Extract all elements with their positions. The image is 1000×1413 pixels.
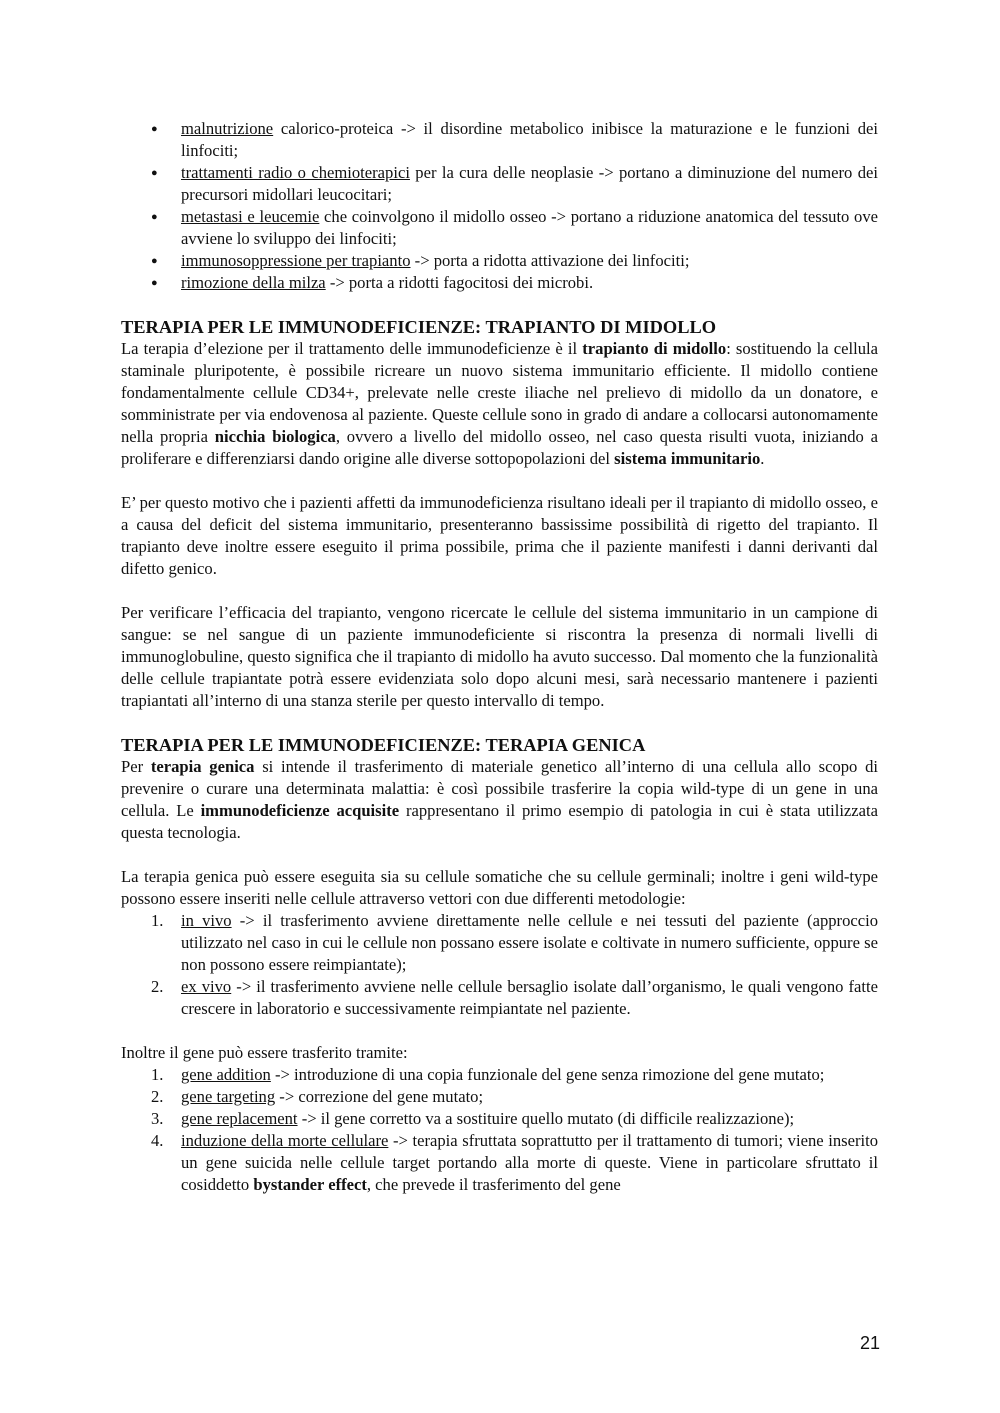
list-item-term: gene replacement bbox=[181, 1109, 298, 1128]
list-item-term: rimozione della milza bbox=[181, 273, 326, 292]
list-item-term: malnutrizione bbox=[181, 119, 274, 138]
list-item-term: gene addition bbox=[181, 1065, 271, 1084]
list-number: 2. bbox=[151, 977, 164, 996]
list-item bbox=[121, 250, 878, 272]
text-run: , ovvero a livello del midollo osseo, nel caso questa risulti vuota, iniziando a proliferare e differenziarsi dando origine alle diverse sottopopolazioni del bbox=[121, 427, 879, 468]
text-run: : sostituendo la cellula staminale pluripotente, è possibile ricreare un nuovo sistema immunitario efficiente. Il midollo contiene fondamentalmente cellule CD34+, prelevate nelle creste iliache nel prelievo di midollo da un donatore, e somministrate per via endovenosa al paziente. Queste cellule sono in grado di andare a collocarsi autonomamente nella propria bbox=[121, 339, 878, 446]
bold-term: sistema immunitario bbox=[614, 449, 761, 468]
document-page bbox=[121, 118, 878, 1196]
list-item bbox=[121, 976, 878, 1020]
list-item-text: -> terapia sfruttata soprattutto per il trattamento di tumori; viene inserito un gene suicida nelle cellule target portando alla morte di queste. Viene in particolare sfruttato il cosiddetto bbox=[181, 1131, 878, 1194]
list-item-text: -> il trasferimento avviene direttamente nelle cellule e nei tessuti del paziente (approccio utilizzato nel caso in cui le cellule non possano essere isolate e coltivate in numero sufficiente, oppure se non possono essere reimpiantate); bbox=[181, 911, 878, 974]
list-number: 1. bbox=[151, 911, 164, 930]
list-item-text: calorico-proteica -> il disordine metabolico inibisce la maturazione e le funzioni dei linfociti; bbox=[181, 119, 878, 160]
section-heading-bone-marrow: TERAPIA PER LE IMMUNODEFICIENZE: TRAPIANTO DI MIDOLLO bbox=[121, 317, 717, 337]
list-item-text: che coinvolgono il midollo osseo -> portano a riduzione anatomica del tessuto ove avviene lo sviluppo dei linfociti; bbox=[181, 207, 878, 248]
bold-term: immunodeficienze acquisite bbox=[200, 801, 400, 820]
list-number: 2. bbox=[151, 1087, 164, 1106]
list-item-term: immunosoppressione per trapianto bbox=[181, 251, 411, 270]
list-item-text: -> porta a ridotta attivazione dei linfociti; bbox=[410, 251, 690, 270]
list-item-text: -> il trasferimento avviene nelle cellule bersaglio isolate dall’organismo, le quali vengono fatte crescere in laboratorio e successivamente reimpiantate nel paziente. bbox=[181, 977, 878, 1018]
paragraph bbox=[121, 338, 878, 470]
list-number: 4. bbox=[151, 1131, 164, 1150]
text-run: La terapia d’elezione per il trattamento delle immunodeficienze è il bbox=[121, 339, 583, 358]
list-item-text: per la cura delle neoplasie -> portano a diminuzione del numero dei precursori midollari leucocitari; bbox=[181, 163, 878, 204]
list-item bbox=[121, 1064, 878, 1086]
paragraph: Per verificare l’efficacia del trapianto, vengono ricercate le cellule del sistema immunitario in un campione di sangue: se nel sangue di un paziente immunodeficiente si riscontra la presenza di normali livelli di immunoglobuline, questo significa che il trapianto di midollo ha avuto successo. Dal momento che la funzionalità delle cellule trapiantate potrà essere evidenziata solo dopo alcuni mesi, sarà necessario mantenere i pazienti trapiantati all’interno di una stanza sterile per questo intervallo di tempo. bbox=[121, 603, 878, 710]
list-number: 1. bbox=[151, 1065, 164, 1084]
bold-term: terapia genica bbox=[150, 757, 255, 776]
list-item bbox=[121, 1130, 878, 1196]
paragraph bbox=[121, 756, 878, 844]
list-item-text: , che prevede il trasferimento del gene bbox=[366, 1175, 621, 1194]
bold-term: nicchia biologica bbox=[214, 427, 336, 446]
text-run: . bbox=[760, 449, 765, 468]
list-item bbox=[121, 910, 878, 976]
list-item-text: -> il gene corretto va a sostituire quello mutato (di difficile realizzazione); bbox=[297, 1109, 795, 1128]
list-item bbox=[121, 1108, 878, 1130]
paragraph: Inoltre il gene può essere trasferito tramite: bbox=[121, 1043, 408, 1062]
section-heading-gene-therapy: TERAPIA PER LE IMMUNODEFICIENZE: TERAPIA GENICA bbox=[121, 735, 646, 755]
list-item-term: gene targeting bbox=[181, 1087, 276, 1106]
list-item-text: -> introduzione di una copia funzionale del gene senza rimozione del gene mutato; bbox=[270, 1065, 825, 1084]
text-run: Per bbox=[121, 757, 151, 776]
list-number: 3. bbox=[151, 1109, 164, 1128]
list-item-text: -> correzione del gene mutato; bbox=[275, 1087, 484, 1106]
list-item bbox=[121, 206, 878, 250]
list-item-term: ex vivo bbox=[181, 977, 232, 996]
list-item bbox=[121, 272, 878, 294]
text-run: rappresentano il primo esempio di patologia in cui è stata utilizzata questa tecnologia. bbox=[121, 801, 878, 842]
list-item-term: trattamenti radio o chemioterapici bbox=[181, 163, 410, 182]
paragraph: E’ per questo motivo che i pazienti affetti da immunodeficienza risultano ideali per il trapianto di midollo osseo, e a causa del deficit del sistema immunitario, presenteranno bassissime possibilità di rigetto del trapianto. Il trapianto deve inoltre essere eseguito il prima possibile, prima che il paziente manifesti i danni derivanti dal difetto genico. bbox=[121, 493, 878, 578]
transfer-numbered-list bbox=[121, 1064, 878, 1196]
list-item bbox=[121, 1086, 878, 1108]
list-item bbox=[121, 162, 878, 206]
methods-numbered-list bbox=[121, 910, 878, 1020]
intro-bullet-list bbox=[121, 118, 878, 294]
text-run: si intende il trasferimento di materiale genetico all’interno di una cellula allo scopo di prevenire o curare una determinata malattia: è così possibile trasferire la copia wild-type di un gene in una cellula. Le bbox=[121, 757, 878, 820]
list-item-term: metastasi e leucemie bbox=[181, 207, 320, 226]
page-number: 21 bbox=[859, 1333, 880, 1353]
bold-term: trapianto di midollo bbox=[582, 339, 727, 358]
list-item-term: induzione della morte cellulare bbox=[181, 1131, 389, 1150]
list-item-term: in vivo bbox=[181, 911, 232, 930]
bold-term: bystander effect bbox=[253, 1175, 367, 1194]
paragraph: La terapia genica può essere eseguita sia su cellule somatiche che su cellule germinali; inoltre i geni wild-type possono essere inseriti nelle cellule attraverso vettori con due differenti metodologie: bbox=[121, 867, 878, 908]
list-item bbox=[121, 118, 878, 162]
list-item-text: -> porta a ridotti fagocitosi dei microbi. bbox=[325, 273, 594, 292]
